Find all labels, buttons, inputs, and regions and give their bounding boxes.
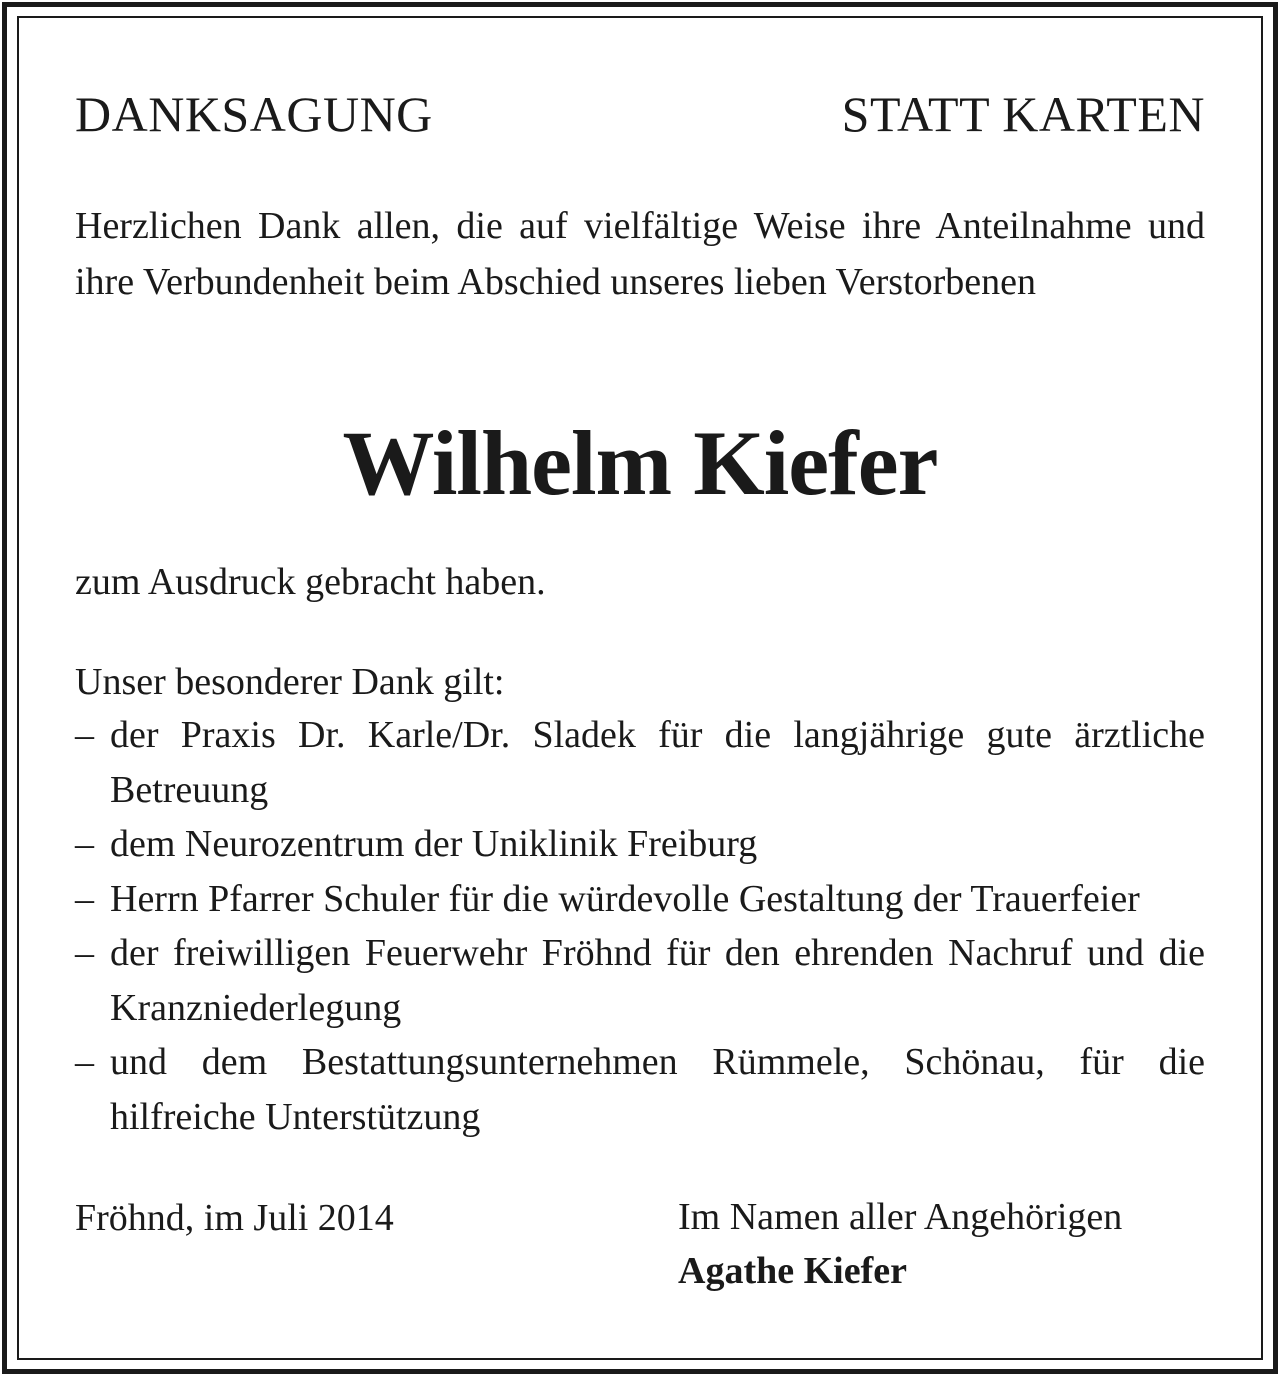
dash-bullet: – <box>75 932 94 974</box>
dash-bullet: – <box>75 823 94 865</box>
thanks-item-text: der freiwilligen Feuerwehr Fröhnd für den ehrenden Nachruf und die Kranzniederlegung <box>110 932 1205 1029</box>
outro-paragraph: zum Ausdruck gebracht haben. <box>75 561 546 603</box>
thanks-item <box>75 708 1205 817</box>
place-date: Fröhnd, im Juli 2014 <box>75 1197 394 1239</box>
dash-bullet: – <box>75 1041 94 1083</box>
thanks-item <box>75 872 1205 927</box>
intro-paragraph: Herzlichen Dank allen, die auf vielfältige Weise ihre Anteilnahme und ihre Verbundenheit beim Abschied unseres lieben Verstorbenen <box>75 205 1205 303</box>
thanks-item <box>75 817 1205 872</box>
notice-header <box>75 84 1205 144</box>
thanks-item <box>75 926 1205 1035</box>
notice-title: DANKSAGUNG <box>75 86 433 142</box>
thanks-heading: Unser besonderer Dank gilt: <box>75 661 505 703</box>
thanks-item-text: der Praxis Dr. Karle/Dr. Sladek für die langjährige gute ärztliche Betreuung <box>110 714 1205 811</box>
thanks-item-text: und dem Bestattungsunternehmen Rümmele, Schönau, für die hilfreiche Unterstützung <box>110 1041 1205 1138</box>
notice-subtitle: STATT KARTEN <box>841 86 1205 142</box>
deceased-name: Wilhelm Kiefer <box>342 412 938 514</box>
thanks-item-text: Herrn Pfarrer Schuler für die würdevolle Gestaltung der Trauerfeier <box>110 877 1140 920</box>
signer-name: Agathe Kiefer <box>678 1250 907 1292</box>
dash-bullet: – <box>75 714 94 756</box>
signature-block <box>678 1190 1122 1298</box>
thanks-item <box>75 1035 1205 1144</box>
thanks-item-text: dem Neurozentrum der Uniklinik Freiburg <box>110 823 758 865</box>
dash-bullet: – <box>75 877 94 920</box>
on-behalf-line: Im Namen aller Angehörigen <box>678 1196 1123 1238</box>
thanks-list <box>75 708 1205 1144</box>
